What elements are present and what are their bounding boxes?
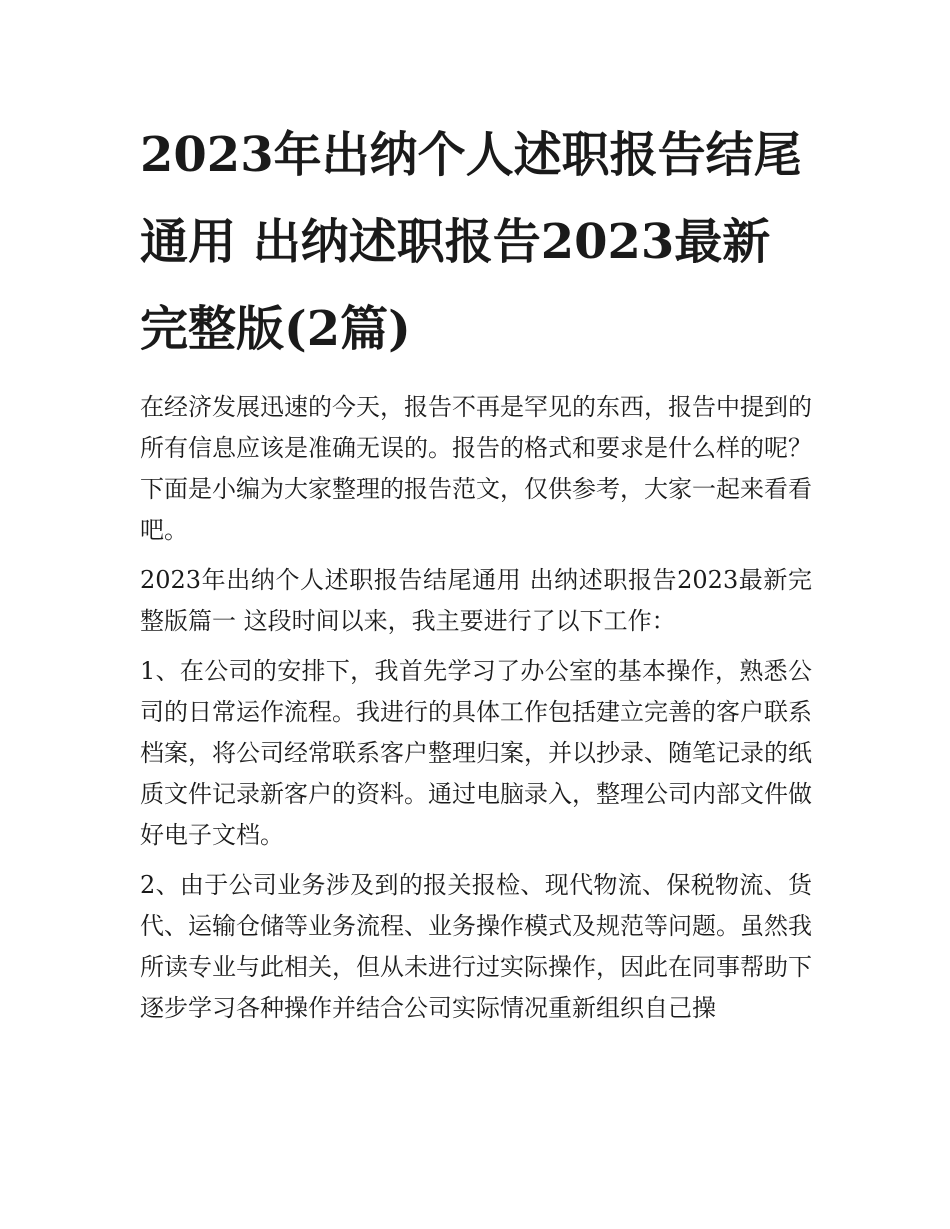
intro-paragraph: 在经济发展迅速的今天，报告不再是罕见的东西，报告中提到的所有信息应该是准确无误的。报告的格式和要求是什么样的呢？下面是小编为大家整理的报告范文，仅供参考，大家一起来看看吧。 — [140, 393, 812, 544]
list-item: 1、在公司的安排下，我首先学习了办公室的基本操作，熟悉公司的日常运作流程。我进行的具体工作包括建立完善的客户联系档案，将公司经常联系客户整理归案，并以抄录、随笔记录的纸质文件记录新客户的资料。通过电脑录入，整理公司内部文件做好电子文档。 — [140, 657, 812, 849]
list-item: 2、由于公司业务涉及到的报关报检、现代物流、保税物流、货代、运输仓储等业务流程、业务操作模式及规范等问题。虽然我所读专业与此相关，但从未进行过实际操作，因此在同事帮助下逐步学习各种操作并结合公司实际情况重新组织自己操 — [140, 871, 812, 1022]
document-page — [140, 112, 812, 1038]
document-title: 2023年出纳个人述职报告结尾通用 出纳述职报告2023最新完整版(2篇) — [140, 127, 802, 357]
section-heading: 2023年出纳个人述职报告结尾通用 出纳述职报告2023最新完整版篇一 这段时间以来，我主要进行了以下工作： — [140, 566, 812, 635]
